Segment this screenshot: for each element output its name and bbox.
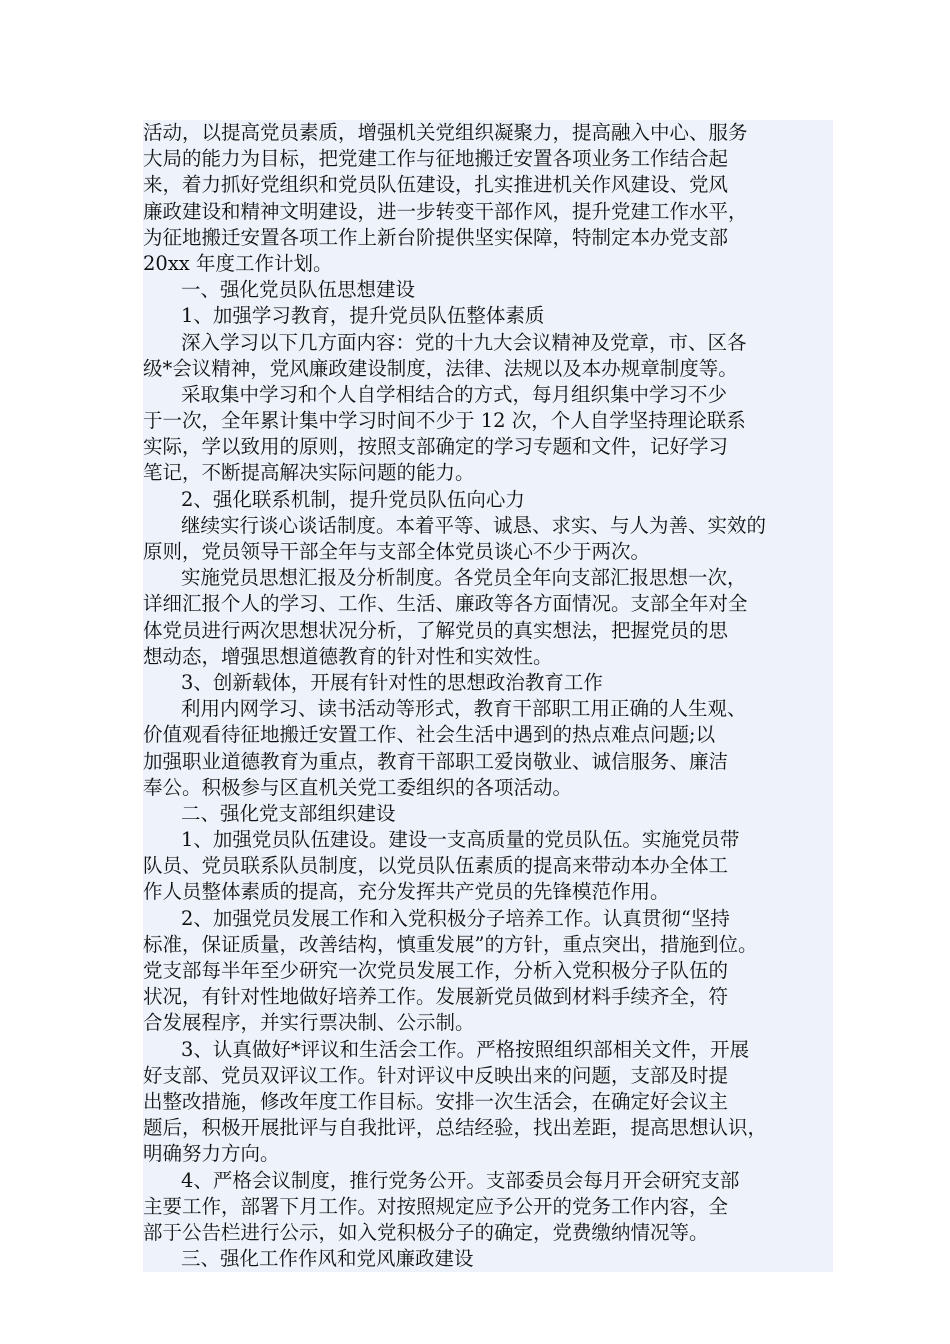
paragraph-start-line: 1、加强党员队伍建设。建设一支高质量的党员队伍。实施党员带 — [143, 827, 833, 853]
paragraph-start-line: 利用内网学习、读书活动等形式，教育干部职工用正确的人生观、 — [143, 696, 833, 722]
paragraph-start-line: 实施党员思想汇报及分析制度。各党员全年向支部汇报思想一次， — [143, 565, 833, 591]
paragraph-start-line: 1、加强学习教育，提升党员队伍整体素质 — [143, 303, 833, 329]
text-line: 加强职业道德教育为重点，教育干部职工爱岗敬业、诚信服务、廉洁 — [143, 749, 833, 775]
text-line: 价值观看待征地搬迁安置工作、社会生活中遇到的热点难点问题;以 — [143, 722, 833, 748]
text-line: 党支部每半年至少研究一次党员发展工作，分析入党积极分子队伍的 — [143, 958, 833, 984]
text-line: 队员、党员联系队员制度，以党员队伍素质的提高来带动本办全体工 — [143, 853, 833, 879]
text-line: 原则，党员领导干部全年与支部全体党员谈心不少于两次。 — [143, 539, 833, 565]
text-line: 于一次，全年累计集中学习时间不少于 12 次，个人自学坚持理论联系 — [143, 408, 833, 434]
text-line: 题后，积极开展批评与自我批评，总结经验，找出差距，提高思想认识， — [143, 1115, 833, 1141]
text-line: 笔记，不断提高解决实际问题的能力。 — [143, 460, 833, 486]
text-line: 好支部、党员双评议工作。针对评议中反映出来的问题，支部及时提 — [143, 1063, 833, 1089]
paragraph-start-line: 2、加强党员发展工作和入党积极分子培养工作。认真贯彻“坚持 — [143, 906, 833, 932]
text-line: 部于公告栏进行公示，如入党积极分子的确定，党费缴纳情况等。 — [143, 1220, 833, 1246]
paragraph-start-line: 采取集中学习和个人自学相结合的方式，每月组织集中学习不少 — [143, 382, 833, 408]
text-line: 出整改措施，修改年度工作目标。安排一次生活会，在确定好会议主 — [143, 1089, 833, 1115]
text-line: 明确努力方向。 — [143, 1141, 833, 1167]
text-line: 实际，学以致用的原则，按照支部确定的学习专题和文件，记好学习 — [143, 434, 833, 460]
text-line: 状况，有针对性地做好培养工作。发展新党员做到材料手续齐全，符 — [143, 984, 833, 1010]
paragraph-start-line: 一、强化党员队伍思想建设 — [143, 277, 833, 303]
paragraph-start-line: 3、创新载体，开展有针对性的思想政治教育工作 — [143, 670, 833, 696]
text-line: 大局的能力为目标，把党建工作与征地搬迁安置各项业务工作结合起 — [143, 146, 833, 172]
paragraph-start-line: 继续实行谈心谈话制度。本着平等、诚恳、求实、与人为善、实效的 — [143, 513, 833, 539]
document-body — [143, 120, 833, 1272]
text-line: 主要工作，部署下月工作。对按照规定应予公开的党务工作内容，全 — [143, 1194, 833, 1220]
paragraph-start-line: 2、强化联系机制，提升党员队伍向心力 — [143, 487, 833, 513]
text-line: 20xx 年度工作计划。 — [143, 251, 833, 277]
text-line: 作人员整体素质的提高，充分发挥共产党员的先锋模范作用。 — [143, 879, 833, 905]
text-line: 廉政建设和精神文明建设，进一步转变干部作风，提升党建工作水平， — [143, 199, 833, 225]
text-line: 标准，保证质量，改善结构，慎重发展”的方针，重点突出，措施到位。 — [143, 932, 833, 958]
text-line: 合发展程序，并实行票决制、公示制。 — [143, 1010, 833, 1036]
text-line: 活动，以提高党员素质，增强机关党组织凝聚力，提高融入中心、服务 — [143, 120, 833, 146]
text-line: 来，着力抓好党组织和党员队伍建设，扎实推进机关作风建设、党风 — [143, 172, 833, 198]
paragraph-start-line: 4、严格会议制度，推行党务公开。支部委员会每月开会研究支部 — [143, 1168, 833, 1194]
text-line: 为征地搬迁安置各项工作上新台阶提供坚实保障，特制定本办党支部 — [143, 225, 833, 251]
text-line: 详细汇报个人的学习、工作、生活、廉政等各方面情况。支部全年对全 — [143, 591, 833, 617]
text-line: 级*会议精神，党风廉政建设制度，法律、法规以及本办规章制度等。 — [143, 356, 833, 382]
paragraph-start-line: 3、认真做好*评议和生活会工作。严格按照组织部相关文件，开展 — [143, 1037, 833, 1063]
paragraph-start-line: 深入学习以下几方面内容：党的十九大会议精神及党章，市、区各 — [143, 330, 833, 356]
text-line: 体党员进行两次思想状况分析，了解党员的真实想法，把握党员的思 — [143, 618, 833, 644]
text-line: 想动态，增强思想道德教育的针对性和实效性。 — [143, 644, 833, 670]
paragraph-start-line: 二、强化党支部组织建设 — [143, 801, 833, 827]
text-line: 奉公。积极参与区直机关党工委组织的各项活动。 — [143, 775, 833, 801]
paragraph-start-line: 三、强化工作作风和党风廉政建设 — [143, 1246, 833, 1272]
